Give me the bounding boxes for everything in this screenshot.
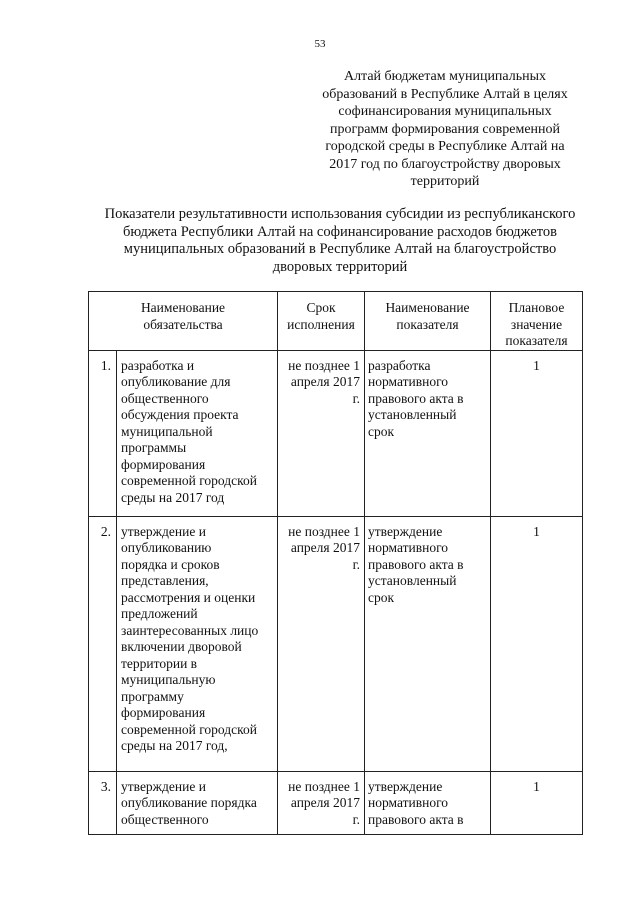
header-line: 2017 год по благоустройству дворовых — [329, 156, 561, 172]
term-cell — [278, 771, 365, 835]
plan-value-cell: 1 — [491, 771, 583, 835]
obligation-line: среды на 2017 год — [121, 489, 225, 505]
header-text: Наименование — [140, 300, 226, 315]
plan-value-cell: 1 — [491, 516, 583, 771]
obligation-cell — [89, 516, 278, 771]
page-number: 53 — [314, 38, 326, 50]
obligation-cell — [89, 350, 278, 516]
obligation-line: общественного — [121, 811, 209, 827]
table-header-row — [89, 292, 583, 351]
obligation-line: программу — [121, 688, 184, 704]
term-line: г. — [352, 390, 360, 406]
indicator-line: установленный — [368, 573, 457, 588]
indicator-line: нормативного — [368, 374, 449, 389]
indicator-line: разработка — [368, 357, 431, 373]
header-text: Плановое — [508, 300, 565, 315]
term-line: не позднее 1 — [288, 778, 360, 794]
obligation-line: среды на 2017 год, — [121, 738, 228, 753]
indicator-line: правового акта в — [368, 811, 464, 827]
document-title — [80, 206, 600, 276]
indicator-cell — [365, 516, 491, 771]
obligation-text — [117, 517, 258, 771]
indicator-cell — [365, 350, 491, 516]
indicator-line: правового акта в — [368, 556, 464, 572]
obligation-line: муниципальной — [121, 423, 213, 439]
header-text: значение — [510, 316, 563, 332]
obligation-line: рассмотрения и оценки — [121, 589, 256, 605]
obligation-line: современной городской — [121, 473, 257, 488]
obligation-line: опубликованию — [121, 540, 212, 555]
title-line: Показатели результативности использования субсидии из республиканского — [104, 206, 576, 222]
term-line: не позднее 1 — [288, 357, 360, 373]
header-obligation — [89, 292, 278, 351]
header-line: образований в Республике Алтай в целях — [322, 86, 568, 102]
obligation-line: опубликование порядка — [121, 795, 257, 810]
obligation-line: включении дворовой — [121, 639, 242, 654]
header-text: Наименование — [385, 300, 470, 315]
term-line: г. — [352, 811, 360, 827]
indicator-line: установленный — [368, 407, 457, 422]
indicator-line: правового акта в — [368, 390, 464, 406]
header-text: показателя — [396, 316, 459, 332]
term-line: апреля 2017 — [290, 795, 360, 810]
obligation-line: формирования — [121, 456, 206, 472]
obligation-line: заинтересованных лицо — [121, 622, 259, 638]
header-line: софинансирования муниципальных — [338, 104, 552, 119]
header-plan-value — [491, 292, 583, 351]
header-term — [278, 292, 365, 351]
header-text: Срок — [306, 300, 336, 315]
term-line: г. — [352, 556, 360, 572]
obligation-line: территории в — [121, 655, 198, 671]
obligation-line: опубликование для — [121, 374, 231, 389]
obligation-line: порядка и сроков — [121, 556, 220, 572]
plan-value-cell: 1 — [491, 350, 583, 516]
indicator-line: утверждение — [368, 778, 443, 794]
header-text: исполнения — [287, 316, 355, 332]
header-line: программ формирования современной — [329, 121, 561, 137]
obligation-text — [117, 351, 257, 516]
indicator-cell — [365, 771, 491, 835]
obligation-line: программы — [121, 440, 187, 455]
header-attachment-note — [300, 68, 590, 191]
obligation-line: представления, — [121, 573, 209, 588]
obligation-line: общественного — [121, 390, 209, 406]
indicator-line: срок — [368, 423, 395, 439]
row-number: 2. — [89, 517, 117, 771]
obligation-line: муниципальную — [121, 672, 216, 687]
indicator-line: нормативного — [368, 795, 449, 810]
obligation-line: обсуждения проекта — [121, 407, 239, 422]
title-line: муниципальных образований в Республике Алтай на благоустройство — [123, 241, 557, 257]
obligation-line: утверждение и — [121, 778, 206, 794]
table-row — [89, 516, 583, 771]
term-line: не позднее 1 — [288, 523, 360, 539]
table-row — [89, 350, 583, 516]
obligation-cell — [89, 771, 278, 835]
indicator-line: нормативного — [368, 540, 449, 555]
table-row — [89, 771, 583, 835]
obligation-text — [117, 772, 257, 835]
indicators-table — [88, 291, 583, 835]
obligation-line: формирования — [121, 705, 206, 720]
header-line: Алтай бюджетам муниципальных — [343, 69, 547, 84]
term-cell — [278, 516, 365, 771]
obligation-line: современной городской — [121, 721, 257, 737]
indicator-line: утверждение — [368, 523, 443, 539]
header-text: обязательства — [143, 316, 223, 332]
obligation-line: разработка и — [121, 357, 195, 373]
indicator-line: срок — [368, 589, 395, 605]
row-number: 3. — [89, 772, 117, 835]
header-line: городской среды в Республике Алтай на — [325, 139, 565, 154]
header-indicator — [365, 292, 491, 351]
term-line: апреля 2017 — [290, 540, 360, 555]
title-line: бюджета Республики Алтай на софинансирование расходов бюджетов — [123, 223, 557, 240]
term-cell — [278, 350, 365, 516]
header-line: территорий — [410, 174, 480, 189]
header-text: показателя — [505, 333, 568, 348]
term-line: апреля 2017 — [290, 374, 360, 389]
row-number: 1. — [89, 351, 117, 516]
title-line: дворовых территорий — [272, 258, 408, 275]
obligation-line: утверждение и — [121, 523, 206, 539]
obligation-line: предложений — [121, 606, 198, 621]
